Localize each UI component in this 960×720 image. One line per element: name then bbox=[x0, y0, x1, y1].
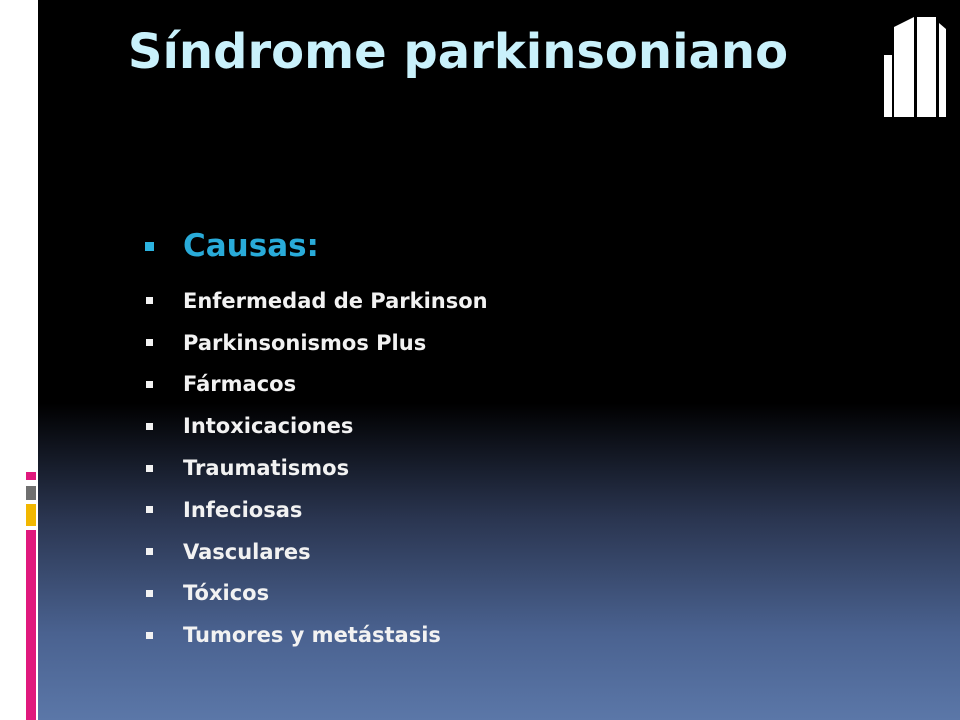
square-bullet-icon bbox=[146, 297, 153, 304]
list-item bbox=[146, 447, 488, 489]
square-bullet-icon bbox=[146, 423, 153, 430]
accent-mark-yellow bbox=[26, 504, 36, 526]
file-folders-icon bbox=[884, 15, 946, 117]
list-item bbox=[146, 322, 488, 364]
list-item-label: Infeciosas bbox=[183, 497, 303, 522]
square-bullet-icon bbox=[146, 548, 153, 555]
square-bullet-icon bbox=[146, 339, 153, 346]
square-bullet-icon bbox=[146, 381, 153, 388]
causes-list bbox=[146, 280, 488, 656]
list-item bbox=[146, 364, 488, 406]
list-item-label: Traumatismos bbox=[183, 456, 350, 481]
list-item bbox=[146, 489, 488, 531]
list-item bbox=[146, 531, 488, 573]
list-item-label: Tóxicos bbox=[183, 581, 270, 606]
list-item-label: Tumores y metástasis bbox=[183, 623, 441, 648]
list-item bbox=[146, 405, 488, 447]
slide-title: Síndrome parkinsoniano bbox=[127, 24, 789, 80]
list-item-label: Enfermedad de Parkinson bbox=[183, 288, 488, 313]
square-bullet-icon bbox=[146, 506, 153, 513]
list-item-label: Parkinsonismos Plus bbox=[183, 330, 427, 355]
list-item bbox=[146, 280, 488, 322]
square-bullet-icon bbox=[146, 465, 153, 472]
causes-heading-label: Causas: bbox=[183, 228, 319, 264]
accent-bar-pink bbox=[26, 530, 36, 720]
accent-mark-gray bbox=[26, 486, 36, 500]
accent-mark-pink bbox=[26, 472, 36, 480]
square-bullet-icon bbox=[146, 632, 153, 639]
list-item bbox=[146, 614, 488, 656]
list-item-label: Vasculares bbox=[183, 539, 311, 564]
square-bullet-icon bbox=[146, 590, 153, 597]
causes-heading bbox=[145, 228, 319, 264]
list-item-label: Intoxicaciones bbox=[183, 414, 354, 439]
list-item bbox=[146, 573, 488, 615]
list-item-label: Fármacos bbox=[183, 372, 297, 397]
square-bullet-icon bbox=[145, 242, 154, 251]
